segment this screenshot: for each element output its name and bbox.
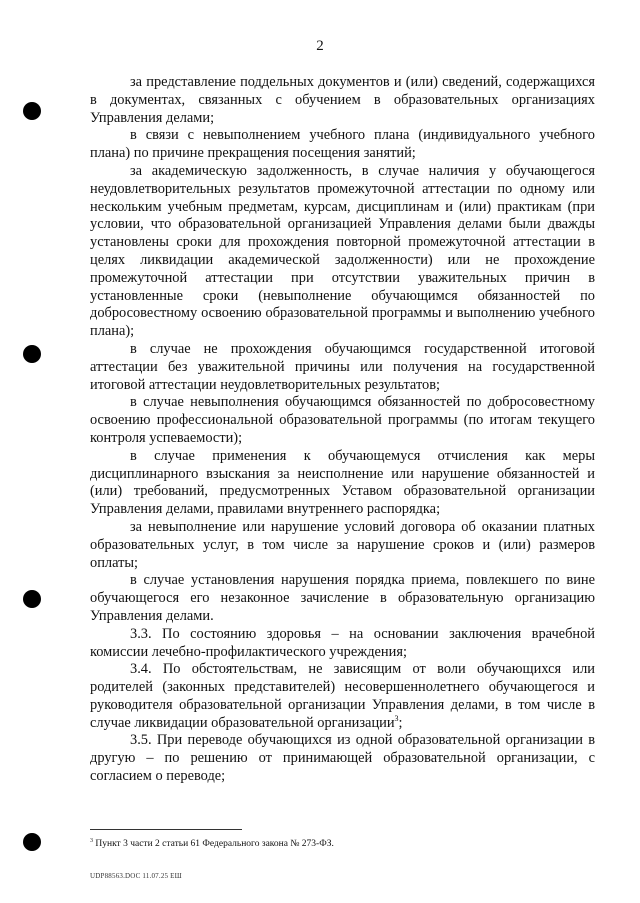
footnote bbox=[90, 835, 595, 850]
file-stamp: UDP88563.DOC 11.07.25 ЕШ bbox=[90, 872, 182, 880]
document-body bbox=[90, 74, 595, 786]
paragraph: в случае невыполнения обучающимся обязанностей по добросовестному освоению профессиональной образовательной программы (по итогам текущего контроля успеваемости); bbox=[90, 394, 595, 446]
paragraph: за академическую задолженность, в случае наличия у обучающегося неудовлетворительных результатов промежуточной аттестации по одному или нескольким учебным предметам, курсам, дисциплинам и (или) практикам (при условии, что образовательной организацией Управления делами были дважды установлены сроки для прохождения повторной промежуточной аттестации в целях ликвидации академической задолженности) или не прохождение промежуточной аттестации при отсутствии уважительных причин в установленные сроки (невыполнение обучающимся обязанностей по добросовестному освоению образовательной программы и выполнению учебного плана); bbox=[90, 162, 595, 340]
paragraph: в случае применения к обучающемуся отчисления как меры дисциплинарного взыскания за неисполнение или нарушение обязанностей и (или) требований, предусмотренных Уставом образовательной организации Управления делами, правилами внутреннего распорядка; bbox=[90, 447, 595, 518]
paragraph: за представление поддельных документов и (или) сведений, содержащихся в документах, связанных с обучением в образовательных организациях Управления делами; bbox=[90, 74, 595, 126]
paragraph-tail: ; bbox=[398, 714, 403, 731]
paragraph-3-5: 3.5. При переводе обучающихся из одной образовательной организации в другую – по решению от принимающей образовательной организации, с согласием о переводе; bbox=[90, 732, 595, 785]
punch-hole bbox=[23, 590, 41, 608]
punch-hole bbox=[23, 102, 41, 120]
paragraph-3-4 bbox=[90, 661, 595, 732]
paragraph: в случае установления нарушения порядка приема, повлекшего по вине обучающегося его незаконное зачисление в образовательную организацию Управления делами. bbox=[90, 572, 595, 624]
punch-hole bbox=[23, 833, 41, 851]
footnote-reference: 3 bbox=[394, 713, 399, 723]
paragraph: в случае не прохождения обучающимся государственной итоговой аттестации без уважительной причины или получения на государственной итоговой аттестации неудовлетворительных результатов; bbox=[90, 340, 595, 393]
paragraph: за невыполнение или нарушение условий договора об оказании платных образовательных услуг, в том числе за нарушение сроков и (или) размеров оплаты; bbox=[90, 518, 595, 571]
footnote-text: Пункт 3 части 2 статьи 61 Федерального закона № 273-ФЗ. bbox=[95, 839, 334, 850]
footnote-separator bbox=[90, 829, 242, 830]
paragraph: 3.3. По состоянию здоровья – на основании заключения врачебной комиссии лечебно-профилактического учреждения; bbox=[90, 625, 595, 660]
page-number: 2 bbox=[316, 38, 324, 54]
paragraph-text: 3.4. По обстоятельствам, не зависящим от воли обучающихся или родителей (законных представителей) несовершеннолетнего обучающегося и руководителя образовательной организации Управления делами, в том числе в случае ликвидации образовательной организации bbox=[90, 661, 595, 731]
footnote-marker: 3 bbox=[90, 838, 93, 844]
paragraph: в связи с невыполнением учебного плана (индивидуального учебного плана) по причине прекращения посещения занятий; bbox=[90, 127, 595, 162]
punch-hole bbox=[23, 345, 41, 363]
